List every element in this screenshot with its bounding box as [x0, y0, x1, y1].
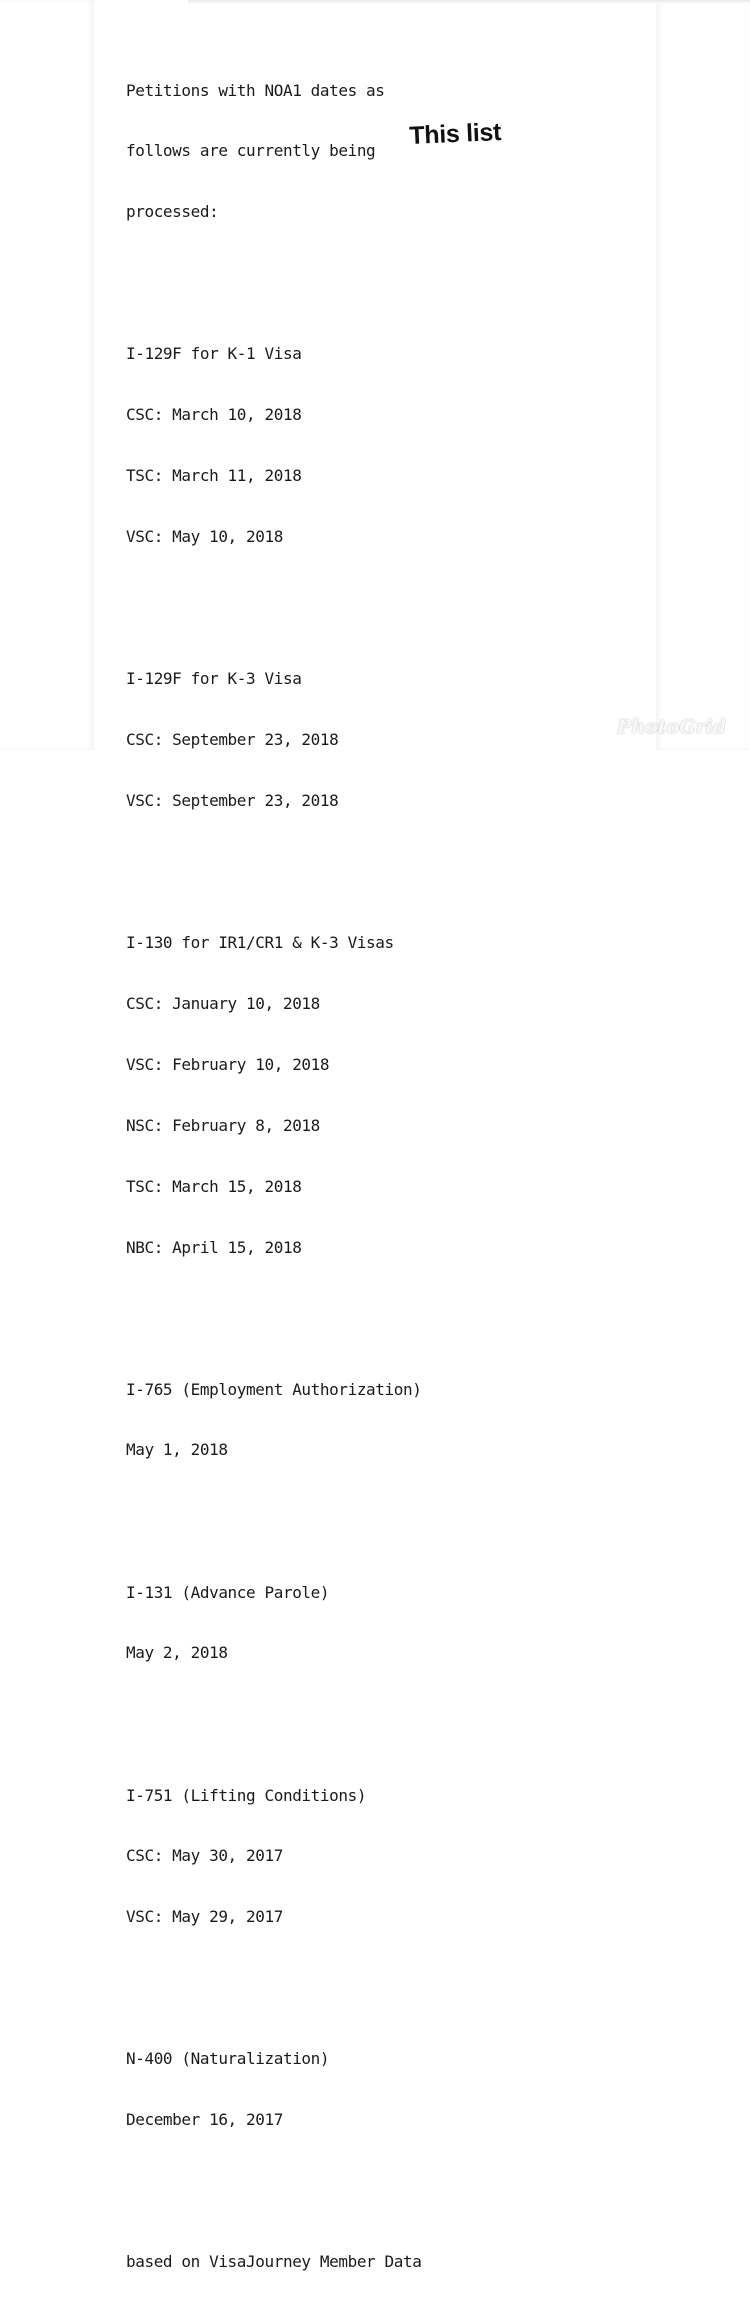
section-line: TSC: March 15, 2018	[126, 1176, 302, 1196]
document-text	[126, 40, 421, 2313]
section-line: CSC: March 10, 2018	[126, 405, 302, 425]
section-heading: I-129F for K-1 Visa	[126, 344, 302, 364]
spacer	[126, 2171, 421, 2191]
left-margin	[0, 0, 94, 750]
footer-line: based on VisaJourney Member Data	[126, 2252, 422, 2272]
spacer	[126, 1298, 421, 1318]
section-line: CSC: May 30, 2017	[126, 1846, 283, 1866]
intro-line: follows are currently being	[126, 141, 376, 161]
section-line: CSC: September 23, 2018	[126, 730, 339, 750]
section-line: VSC: May 10, 2018	[126, 527, 283, 547]
intro-line: processed:	[126, 202, 219, 222]
section-line: December 16, 2017	[126, 2110, 283, 2130]
spacer	[126, 588, 421, 608]
annotation-this-list: This list	[408, 118, 502, 151]
section-heading: I-751 (Lifting Conditions)	[126, 1785, 367, 1805]
section-heading: I-765 (Employment Authorization)	[126, 1379, 422, 1399]
document-page	[94, 0, 656, 2272]
section-line: VSC: May 29, 2017	[126, 1907, 283, 1927]
section-line: NSC: February 8, 2018	[126, 1115, 320, 1135]
section-heading: I-129F for K-3 Visa	[126, 669, 302, 689]
section-line: NBC: April 15, 2018	[126, 1237, 302, 1257]
section-heading: I-130 for IR1/CR1 & K-3 Visas	[126, 933, 394, 953]
section-line: TSC: March 11, 2018	[126, 466, 302, 486]
right-margin	[656, 0, 750, 750]
section-heading: N-400 (Naturalization)	[126, 2049, 330, 2069]
section-line: VSC: September 23, 2018	[126, 790, 339, 810]
page-top-edge	[188, 0, 750, 4]
photogrid-watermark: PhotoGrid	[617, 716, 726, 738]
section-line: CSC: January 10, 2018	[126, 993, 320, 1013]
section-heading: I-131 (Advance Parole)	[126, 1582, 330, 1602]
spacer	[126, 1704, 421, 1724]
spacer	[126, 1968, 421, 1988]
spacer	[126, 852, 421, 872]
spacer	[126, 263, 421, 283]
section-line: May 1, 2018	[126, 1440, 228, 1460]
section-line: May 2, 2018	[126, 1643, 228, 1663]
intro-line: Petitions with NOA1 dates as	[126, 80, 385, 100]
spacer	[126, 1501, 421, 1521]
section-line: VSC: February 10, 2018	[126, 1054, 330, 1074]
